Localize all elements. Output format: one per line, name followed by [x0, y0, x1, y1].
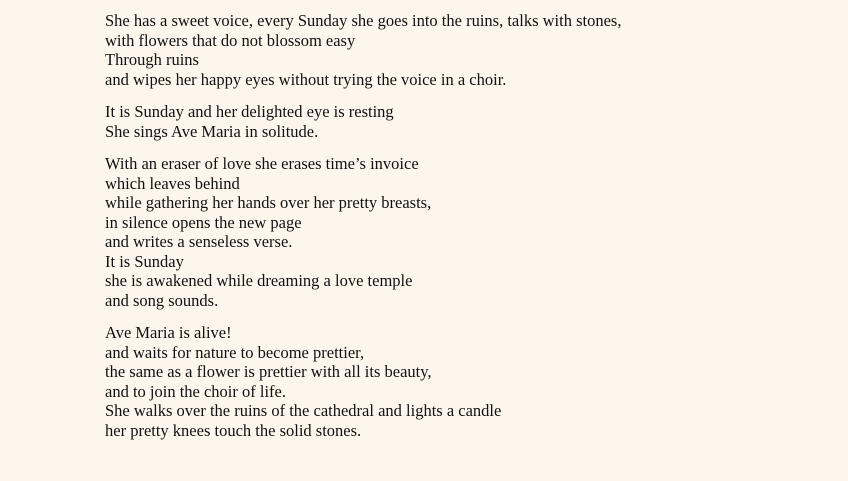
poem-line: She walks over the ruins of the cathedral and lights a candle	[105, 401, 502, 420]
poem-line: which leaves behind	[105, 173, 240, 193]
poem-line: and song sounds.	[105, 290, 219, 310]
poem-line: the same as a flower is prettier with all its beauty,	[105, 362, 432, 381]
poem-line: It is Sunday	[105, 251, 184, 271]
poem-line: her pretty knees touch the solid stones.	[105, 420, 362, 440]
poem-line: in silence opens the new page	[105, 212, 302, 232]
poem-line: She has a sweet voice, every Sunday she goes into the ruins, talks with stones,	[105, 11, 622, 30]
poem-line: Through ruins	[105, 50, 199, 69]
poem-line: It is Sunday and her delighted eye is resting	[105, 102, 394, 121]
poem-line: With an eraser of love she erases time’s invoice	[105, 154, 419, 173]
poem-line: and to join the choir of life.	[105, 381, 286, 401]
poem-line: and waits for nature to become prettier,	[105, 342, 365, 362]
poem-stanza-4	[105, 323, 848, 440]
poem-line: while gathering her hands over her pretty breasts,	[105, 193, 432, 212]
poem-line: Ave Maria is alive!	[105, 323, 232, 342]
poem-stanza-3	[105, 154, 848, 310]
poem-line: and writes a senseless verse.	[105, 232, 293, 251]
poem-line: She sings Ave Maria in solitude.	[105, 121, 319, 141]
poem-stanza-1	[105, 11, 848, 89]
poem-line: she is awakened while dreaming a love temple	[105, 271, 413, 290]
poem-line: with flowers that do not blossom easy	[105, 30, 356, 50]
poem-stanza-2	[105, 102, 848, 141]
poem-line: and wipes her happy eyes without trying the voice in a choir.	[105, 69, 507, 89]
